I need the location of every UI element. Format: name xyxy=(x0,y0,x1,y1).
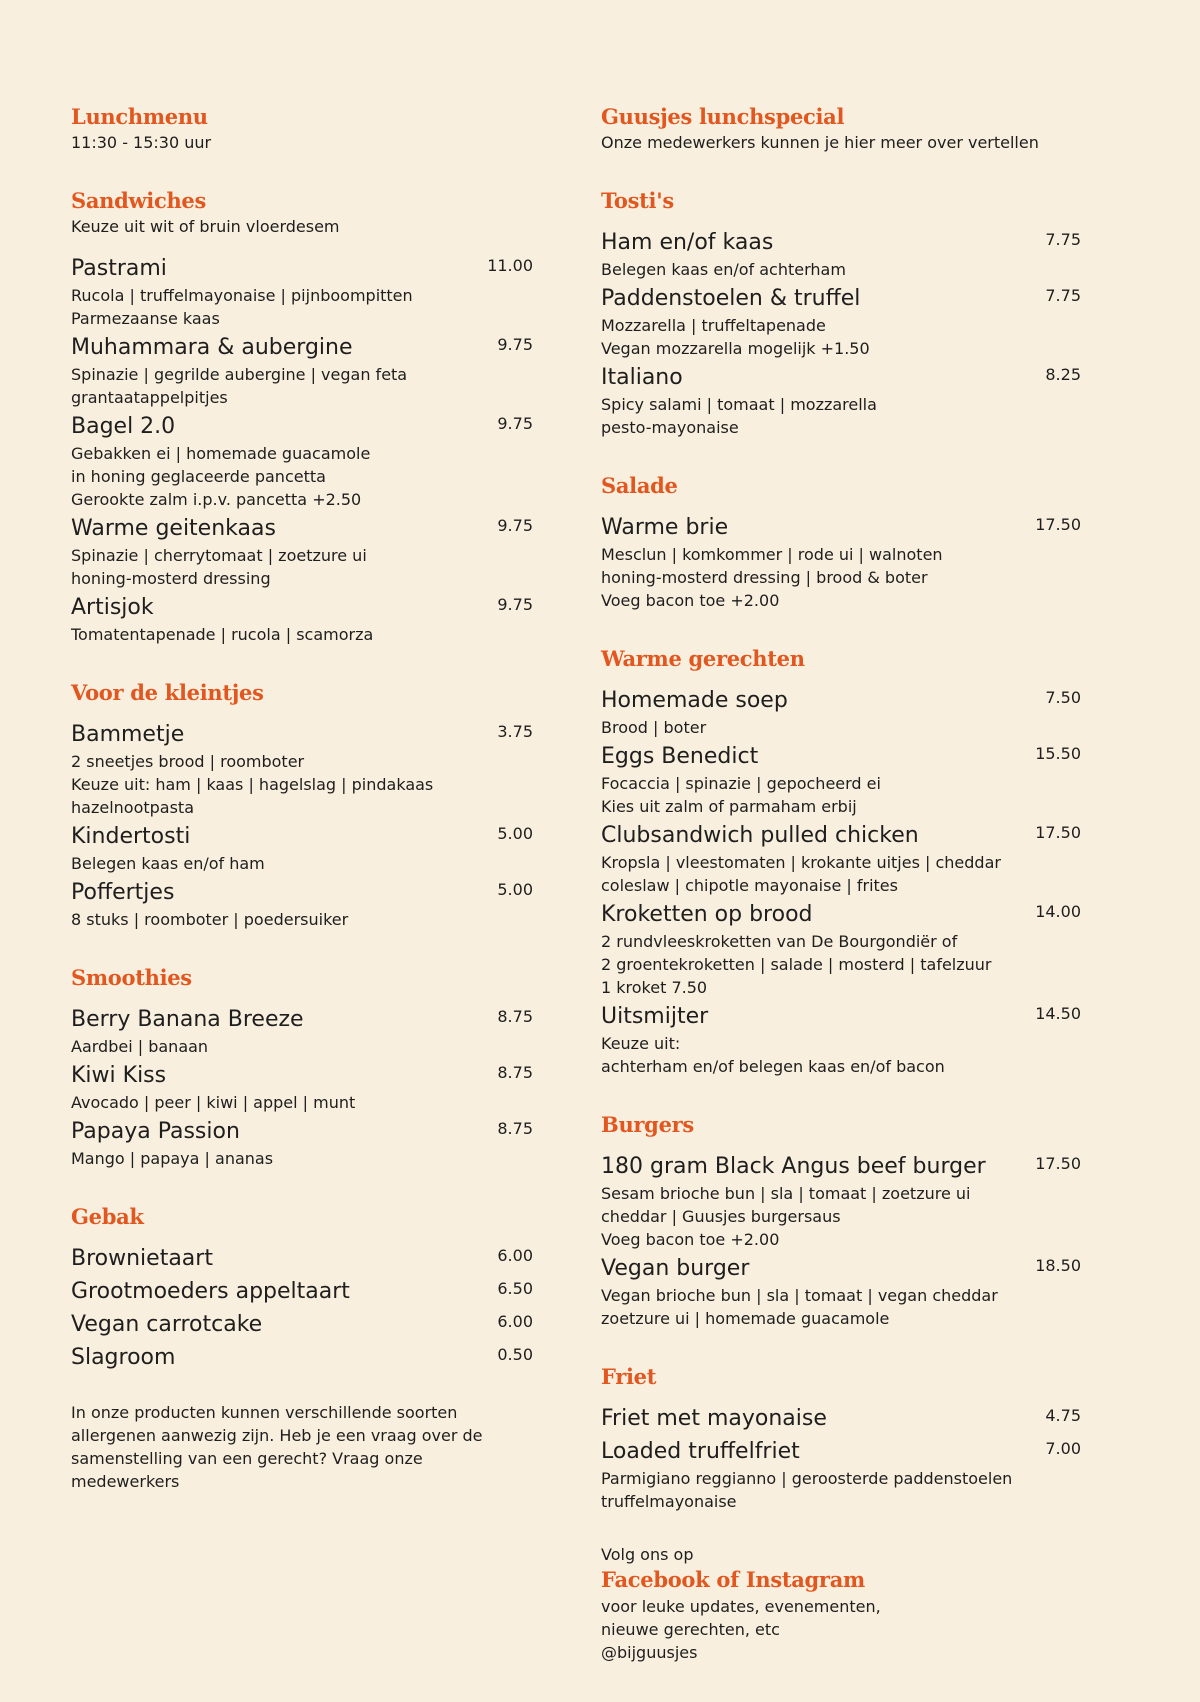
item-price: 8.75 xyxy=(497,1119,533,1138)
item-name: Muhammara & aubergine xyxy=(71,335,353,360)
follow-text xyxy=(601,1595,1081,1664)
item-description: Parmezaanse kaas xyxy=(71,309,220,328)
menu-item xyxy=(71,593,533,646)
item-description: Sesam brioche bun | sla | tomaat | zoetzure ui xyxy=(601,1184,971,1203)
menu-item xyxy=(601,1404,1081,1434)
item-name: Pastrami xyxy=(71,256,167,281)
item-description: Gerookte zalm i.p.v. pancetta +2.50 xyxy=(71,490,362,509)
tostis-title: Tosti's xyxy=(601,188,674,213)
menu-item xyxy=(71,254,533,330)
item-price: 9.75 xyxy=(497,595,533,614)
menu-item xyxy=(601,363,1081,439)
item-price: 11.00 xyxy=(487,256,533,275)
item-description: pesto-mayonaise xyxy=(601,418,739,437)
item-name: Paddenstoelen & truffel xyxy=(601,286,861,311)
item-price: 5.00 xyxy=(497,824,533,843)
social-title: Facebook of Instagram xyxy=(601,1567,865,1592)
item-description: 2 groentekroketten | salade | mosterd | tafelzuur xyxy=(601,955,992,974)
sandwiches-title: Sandwiches xyxy=(71,188,207,213)
item-description: Belegen kaas en/of achterham xyxy=(601,260,846,279)
lunchmenu-title: Lunchmenu xyxy=(71,104,208,129)
item-description: 1 kroket 7.50 xyxy=(601,978,708,997)
menu-item xyxy=(601,284,1081,360)
salade-title: Salade xyxy=(601,473,678,498)
friet-title: Friet xyxy=(601,1364,657,1389)
item-price: 17.50 xyxy=(1035,823,1081,842)
item-description: zoetzure ui | homemade guacamole xyxy=(601,1309,890,1328)
menu-items xyxy=(71,1005,533,1170)
warm-section xyxy=(601,646,1081,1078)
item-description: Keuze uit: ham | kaas | hagelslag | pindakaas xyxy=(71,775,434,794)
item-price: 7.75 xyxy=(1045,286,1081,305)
item-price: 3.75 xyxy=(497,722,533,741)
item-description: hazelnootpasta xyxy=(71,798,194,817)
item-description: coleslaw | chipotle mayonaise | frites xyxy=(601,876,898,895)
menu-item xyxy=(601,900,1081,999)
item-description: Focaccia | spinazie | gepocheerd ei xyxy=(601,774,881,793)
item-name: Berry Banana Breeze xyxy=(71,1007,304,1032)
menu-item xyxy=(71,1277,533,1307)
item-name: Ham en/of kaas xyxy=(601,230,774,255)
menu-item xyxy=(71,878,533,931)
item-description: honing-mosterd dressing xyxy=(71,569,271,588)
text-line: In onze producten kunnen verschillende soorten xyxy=(71,1403,458,1422)
item-name: Friet met mayonaise xyxy=(601,1406,827,1431)
item-description: achterham en/of belegen kaas en/of bacon xyxy=(601,1057,945,1076)
menu-item xyxy=(71,412,533,511)
item-name: Eggs Benedict xyxy=(601,744,759,769)
menu-item xyxy=(71,822,533,875)
item-price: 9.75 xyxy=(497,516,533,535)
menu-item xyxy=(601,1002,1081,1078)
item-description: Mango | papaya | ananas xyxy=(71,1149,274,1168)
lunchspecial-title: Guusjes lunchspecial xyxy=(601,104,845,129)
burgers-title: Burgers xyxy=(601,1112,694,1137)
item-name: Vegan burger xyxy=(601,1256,750,1281)
menu-item xyxy=(71,333,533,409)
item-description: honing-mosterd dressing | brood & boter xyxy=(601,568,928,587)
item-name: Homemade soep xyxy=(601,688,788,713)
menu-item xyxy=(601,1437,1081,1513)
menu-item xyxy=(601,686,1081,739)
item-price: 15.50 xyxy=(1035,744,1081,763)
item-name: Warme brie xyxy=(601,515,729,540)
gebak-title: Gebak xyxy=(71,1204,144,1229)
item-name: Bammetje xyxy=(71,722,185,747)
menu-item xyxy=(71,720,533,819)
item-description: Voeg bacon toe +2.00 xyxy=(601,591,780,610)
kids-section xyxy=(71,680,533,931)
menu-item xyxy=(601,228,1081,281)
friet-section xyxy=(601,1364,1081,1513)
item-description: Mesclun | komkommer | rode ui | walnoten xyxy=(601,545,943,564)
text-line: voor leuke updates, evenementen, xyxy=(601,1597,881,1616)
menu-items xyxy=(601,513,1081,612)
item-name: Uitsmijter xyxy=(601,1004,709,1029)
smoothies-title: Smoothies xyxy=(71,965,192,990)
item-name: Artisjok xyxy=(71,595,154,620)
item-price: 4.75 xyxy=(1045,1406,1081,1425)
menu-item xyxy=(601,742,1081,818)
menu-item xyxy=(71,1061,533,1114)
kids-title: Voor de kleintjes xyxy=(71,680,264,705)
item-description: 2 rundvleeskroketten van De Bourgondiër of xyxy=(601,932,958,951)
item-description: Vegan mozzarella mogelijk +1.50 xyxy=(601,339,870,358)
menu-item xyxy=(71,1310,533,1340)
right-column xyxy=(601,104,1081,1664)
item-description: cheddar | Guusjes burgersaus xyxy=(601,1207,841,1226)
menu-items xyxy=(71,720,533,931)
item-description: Gebakken ei | homemade guacamole xyxy=(71,444,371,463)
follow-us xyxy=(601,1543,1081,1664)
item-description: Spicy salami | tomaat | mozzarella xyxy=(601,395,877,414)
lunchspecial-subtitle: Onze medewerkers kunnen je hier meer over vertellen xyxy=(601,133,1039,152)
burgers-section xyxy=(601,1112,1081,1330)
item-description: Tomatentapenade | rucola | scamorza xyxy=(71,625,374,644)
item-name: Kiwi Kiss xyxy=(71,1063,167,1088)
item-description: 2 sneetjes brood | roomboter xyxy=(71,752,305,771)
item-price: 5.00 xyxy=(497,880,533,899)
item-description: Vegan brioche bun | sla | tomaat | vegan cheddar xyxy=(601,1286,998,1305)
item-description: Avocado | peer | kiwi | appel | munt xyxy=(71,1093,356,1112)
item-name: Bagel 2.0 xyxy=(71,414,176,439)
lunch-hours: 11:30 - 15:30 uur xyxy=(71,133,212,152)
item-description: Voeg bacon toe +2.00 xyxy=(601,1230,780,1249)
gebak-section xyxy=(71,1204,533,1493)
item-description: Brood | boter xyxy=(601,718,707,737)
item-price: 0.50 xyxy=(497,1345,533,1364)
allergen-note xyxy=(71,1401,533,1493)
item-name: Italiano xyxy=(601,365,683,390)
text-line: nieuwe gerechten, etc xyxy=(601,1620,780,1639)
item-price: 9.75 xyxy=(497,414,533,433)
sandwiches-subtitle: Keuze uit wit of bruin vloerdesem xyxy=(71,217,340,236)
text-line: samenstelling van een gerecht? Vraag onze xyxy=(71,1449,423,1468)
item-price: 7.00 xyxy=(1045,1439,1081,1458)
menu-item xyxy=(71,1005,533,1058)
menu-items xyxy=(601,686,1081,1078)
menu-item xyxy=(601,1254,1081,1330)
item-name: Kroketten op brood xyxy=(601,902,813,927)
smoothies-section xyxy=(71,965,533,1170)
menu-items xyxy=(601,228,1081,439)
item-name: Kindertosti xyxy=(71,824,191,849)
menu-item xyxy=(71,1244,533,1274)
text-line: allergenen aanwezig zijn. Heb je een vraag over de xyxy=(71,1426,483,1445)
menu-items xyxy=(601,1152,1081,1330)
menu-item xyxy=(601,821,1081,897)
menu-items xyxy=(601,1404,1081,1513)
item-name: Brownietaart xyxy=(71,1246,213,1271)
item-description: Keuze uit: xyxy=(601,1034,681,1053)
item-price: 7.50 xyxy=(1045,688,1081,707)
menu-items xyxy=(71,1244,533,1373)
item-description: Spinazie | gegrilde aubergine | vegan feta xyxy=(71,365,408,384)
item-name: Grootmoeders appeltaart xyxy=(71,1279,350,1304)
item-name: Poffertjes xyxy=(71,880,175,905)
warm-title: Warme gerechten xyxy=(601,646,805,671)
item-price: 14.00 xyxy=(1035,902,1081,921)
sandwiches-section xyxy=(71,188,533,646)
menu-item xyxy=(71,514,533,590)
text-line: @bijguusjes xyxy=(601,1643,698,1662)
menu-item xyxy=(601,1152,1081,1251)
item-name: Papaya Passion xyxy=(71,1119,240,1144)
left-column xyxy=(71,104,533,1527)
item-price: 6.50 xyxy=(497,1279,533,1298)
item-price: 14.50 xyxy=(1035,1004,1081,1023)
item-description: Belegen kaas en/of ham xyxy=(71,854,265,873)
item-description: grantaatappelpitjes xyxy=(71,388,228,407)
item-price: 7.75 xyxy=(1045,230,1081,249)
lunchspecial-header xyxy=(601,104,1081,154)
item-name: 180 gram Black Angus beef burger xyxy=(601,1154,986,1179)
item-description: truffelmayonaise xyxy=(601,1492,737,1511)
item-price: 8.25 xyxy=(1045,365,1081,384)
menu-item xyxy=(71,1117,533,1170)
item-price: 6.00 xyxy=(497,1246,533,1265)
item-price: 18.50 xyxy=(1035,1256,1081,1275)
item-name: Loaded truffelfriet xyxy=(601,1439,800,1464)
item-description: Parmigiano reggianno | geroosterde paddenstoelen xyxy=(601,1469,1013,1488)
salade-section xyxy=(601,473,1081,612)
item-description: in honing geglaceerde pancetta xyxy=(71,467,326,486)
item-name: Slagroom xyxy=(71,1345,176,1370)
item-name: Warme geitenkaas xyxy=(71,516,276,541)
item-price: 17.50 xyxy=(1035,515,1081,534)
item-description: Rucola | truffelmayonaise | pijnboompitten xyxy=(71,286,413,305)
item-price: 8.75 xyxy=(497,1063,533,1082)
item-name: Clubsandwich pulled chicken xyxy=(601,823,919,848)
tostis-section xyxy=(601,188,1081,439)
menu-item xyxy=(71,1343,533,1373)
item-description: Mozzarella | truffeltapenade xyxy=(601,316,826,335)
item-price: 9.75 xyxy=(497,335,533,354)
item-description: 8 stuks | roomboter | poedersuiker xyxy=(71,910,349,929)
item-name: Vegan carrotcake xyxy=(71,1312,263,1337)
menu-item xyxy=(601,513,1081,612)
lunchmenu-header xyxy=(71,104,533,154)
item-price: 6.00 xyxy=(497,1312,533,1331)
follow-prefix: Volg ons op xyxy=(601,1545,694,1564)
item-price: 17.50 xyxy=(1035,1154,1081,1173)
menu-items xyxy=(71,254,533,646)
item-description: Aardbei | banaan xyxy=(71,1037,209,1056)
item-description: Spinazie | cherrytomaat | zoetzure ui xyxy=(71,546,367,565)
item-description: Kropsla | vleestomaten | krokante uitjes | cheddar xyxy=(601,853,1001,872)
item-description: Kies uit zalm of parmaham erbij xyxy=(601,797,857,816)
text-line: medewerkers xyxy=(71,1472,180,1491)
item-price: 8.75 xyxy=(497,1007,533,1026)
